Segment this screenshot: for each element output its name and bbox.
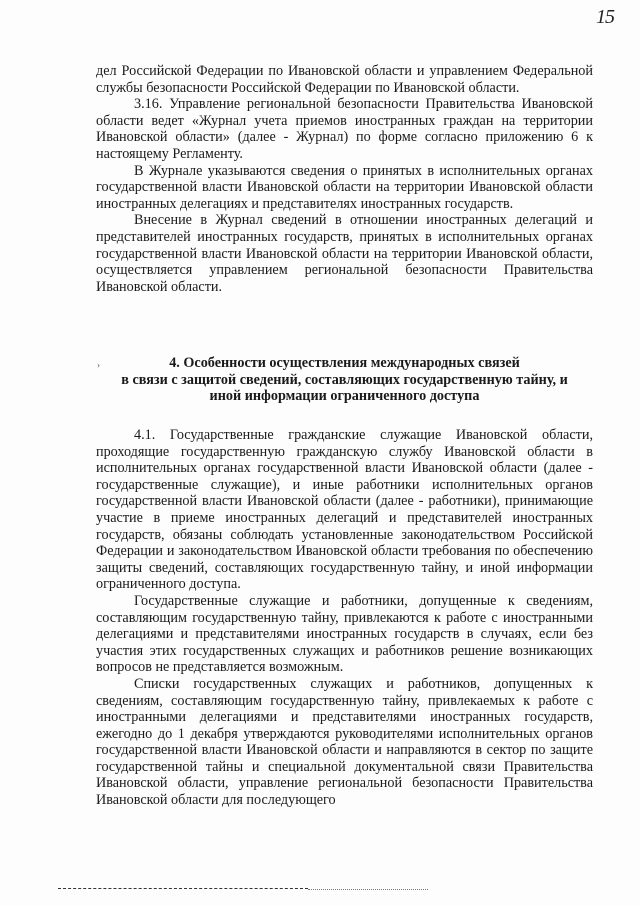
- paragraph-journal-info: В Журнале указываются сведения о принятых в исполнительных органах государственной власти Ивановской области на территории Ивановской области иностранных делегациях и представителях иностранных государств.: [96, 162, 593, 212]
- footer-divider-dotted: [308, 889, 428, 891]
- paragraph-4-1: 4.1. Государственные гражданские служащие Ивановской области, проходящие государственную гражданскую службу Ивановской области в исполнительных органах государственной власти Ивановской области (далее - государственные служащие), и иные работники исполнительных органов государственной власти Ивановской области (далее - работники), принимающие участие в приеме иностранных делегаций и представителей иностранных государств, обязаны соблюдать установленные законодательством Российской Федерации и законодательством Ивановской области требования по обеспечению защиты сведений, составляющих государственную тайну, и иной информации ограниченного доступа.: [96, 427, 593, 593]
- heading-line-2: в связи с защитой сведений, составляющих государственную тайну, и: [121, 371, 568, 388]
- section-4-heading: [96, 355, 593, 405]
- heading-line-1: 4. Особенности осуществления международных связей: [169, 355, 520, 371]
- page-number: 15: [596, 6, 614, 28]
- footer-divider: [58, 888, 308, 890]
- margin-mark: ›: [97, 360, 100, 370]
- section-4-text: [96, 427, 593, 809]
- paragraph-journal-entry: Внесение в Журнал сведений в отношении иностранных делегаций и представителей иностранных государств, принятых в исполнительных органах государственной власти Ивановской области на территории Ивановской области, осуществляется управлением региональной безопасности Правительства Ивановской области.: [96, 212, 593, 295]
- paragraph-admitted-staff: Государственные служащие и работники, допущенные к сведениям, составляющим государственную тайну, привлекаются к работе с иностранными делегациями и представителями иностранных государств в случаях, если без участия этих государственных служащих и работников решение возникающих вопросов не представляется возможным.: [96, 592, 593, 676]
- heading-line-3: иной информации ограниченного доступа: [209, 388, 480, 405]
- paragraph-staff-lists: Списки государственных служащих и работников, допущенных к сведениям, составляющим государственную тайну, привлекаемых к работе с иностранными делегациями и представителями иностранных государств, ежегодно до 1 декабря утверждаются руководителями исполнительных органов государственной власти Ивановской области и направляются в сектор по защите государственной тайны и специальной документальной связи Правительства Ивановской области, управление региональной безопасности Правительства Ивановской области для последующего: [96, 675, 593, 809]
- paragraph-continuation: дел Российской Федерации по Ивановской области и управлением Федеральной службы безопасности Российской Федерации по Ивановской области.: [96, 63, 593, 96]
- section-3-text: [96, 63, 593, 295]
- paragraph-3-16: 3.16. Управление региональной безопасности Правительства Ивановской области ведет «Журнал учета приемов иностранных граждан на территории Ивановской области» (далее - Журнал) по форме согласно приложению 6 к настоящему Регламенту.: [96, 96, 593, 162]
